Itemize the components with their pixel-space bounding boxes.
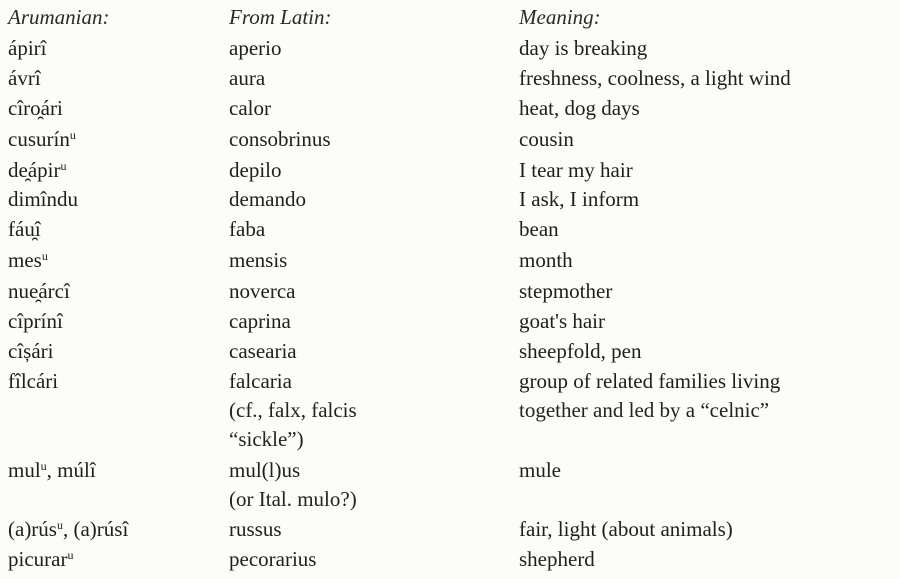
latin-word: consobrinus (229, 127, 331, 151)
meaning-text: month (519, 248, 573, 272)
arumanian-word: cîro̯ári (8, 96, 63, 120)
arumanian-variant: , (a)rúsî (62, 517, 129, 541)
table-row (0, 63, 900, 93)
arumanian-word: cîprínî (8, 309, 63, 333)
latin-word: aura (229, 66, 266, 90)
meaning-text: day is breaking (519, 36, 648, 60)
table-row (0, 276, 900, 306)
latin-word: casearia (229, 339, 297, 363)
arumanian-word: fîlcári (8, 369, 59, 393)
arumanian-word: nue̯árcî (8, 279, 70, 303)
header-latin: From Latin: (229, 5, 332, 29)
meaning-text: mule (519, 458, 561, 482)
table-row (0, 544, 900, 574)
latin-word: aperio (229, 36, 282, 60)
arumanian-word (8, 155, 66, 185)
table-row-continuation (0, 424, 900, 454)
latin-note: “sickle”) (229, 427, 304, 451)
header-meaning: Meaning: (519, 5, 601, 29)
meaning-text: heat, dog days (519, 96, 640, 120)
table-row (0, 366, 900, 396)
superscript-u: u (69, 128, 76, 142)
latin-word: pecorarius (229, 547, 317, 571)
table-row (0, 514, 900, 544)
table-row (0, 184, 900, 214)
meaning-text: fair, light (about animals) (519, 517, 733, 541)
arumanian-variant: , múlî (46, 458, 96, 482)
latin-note: (cf., falx, falcis (229, 398, 357, 422)
meaning-text: stepmother (519, 279, 613, 303)
meaning-text: together and led by a “celnic” (519, 398, 770, 422)
table-row (0, 455, 900, 485)
meaning-text: bean (519, 217, 559, 241)
meaning-text: freshness, coolness, a light wind (519, 66, 791, 90)
latin-word: noverca (229, 279, 296, 303)
latin-word: caprina (229, 309, 291, 333)
arumanian-stem: picurar (8, 547, 68, 571)
meaning-text: I ask, I inform (519, 187, 640, 211)
superscript-u: u (67, 548, 74, 562)
arumanian-word (8, 455, 96, 485)
meaning-text: cousin (519, 127, 574, 151)
latin-word: calor (229, 96, 271, 120)
header-arumanian: Arumanian: (8, 5, 110, 29)
arumanian-stem: de̯ápir (8, 158, 61, 182)
arumanian-word (8, 124, 76, 154)
table-row (0, 93, 900, 123)
arumanian-stem: mes (8, 248, 42, 272)
table-row-continuation (0, 395, 900, 425)
meaning-text: group of related families living (519, 369, 781, 393)
arumanian-word (8, 544, 73, 574)
table-row (0, 124, 900, 154)
arumanian-stem: (a)rús (8, 517, 57, 541)
superscript-u: u (60, 159, 67, 173)
arumanian-word: cîșári (8, 339, 54, 363)
meaning-text: shepherd (519, 547, 595, 571)
superscript-u: u (41, 249, 48, 263)
table-row (0, 306, 900, 336)
meaning-text: I tear my hair (519, 158, 633, 182)
table-row (0, 336, 900, 366)
table-row-continuation (0, 484, 900, 514)
arumanian-word: dimîndu (8, 187, 79, 211)
table-row (0, 214, 900, 244)
meaning-text: sheepfold, pen (519, 339, 642, 363)
superscript-u: u (56, 518, 63, 532)
arumanian-word: ápirî (8, 36, 47, 60)
latin-word: russus (229, 517, 282, 541)
arumanian-stem: cusurín (8, 127, 70, 151)
latin-word: demando (229, 187, 306, 211)
latin-word: mul(l)us (229, 458, 301, 482)
arumanian-word (8, 514, 128, 544)
table-row (0, 155, 900, 185)
latin-word: mensis (229, 248, 288, 272)
table-row (0, 33, 900, 63)
arumanian-stem: mul (8, 458, 41, 482)
latin-word: falcaria (229, 369, 292, 393)
arumanian-word: fáu̯î (8, 217, 41, 241)
arumanian-word: ávrî (8, 66, 41, 90)
meaning-text: goat's hair (519, 309, 606, 333)
table-header (0, 2, 900, 32)
latin-note: (or Ital. mulo?) (229, 487, 357, 511)
table-row (0, 245, 900, 275)
latin-word: depilo (229, 158, 282, 182)
superscript-u: u (40, 459, 47, 473)
arumanian-word (8, 245, 48, 275)
latin-word: faba (229, 217, 266, 241)
